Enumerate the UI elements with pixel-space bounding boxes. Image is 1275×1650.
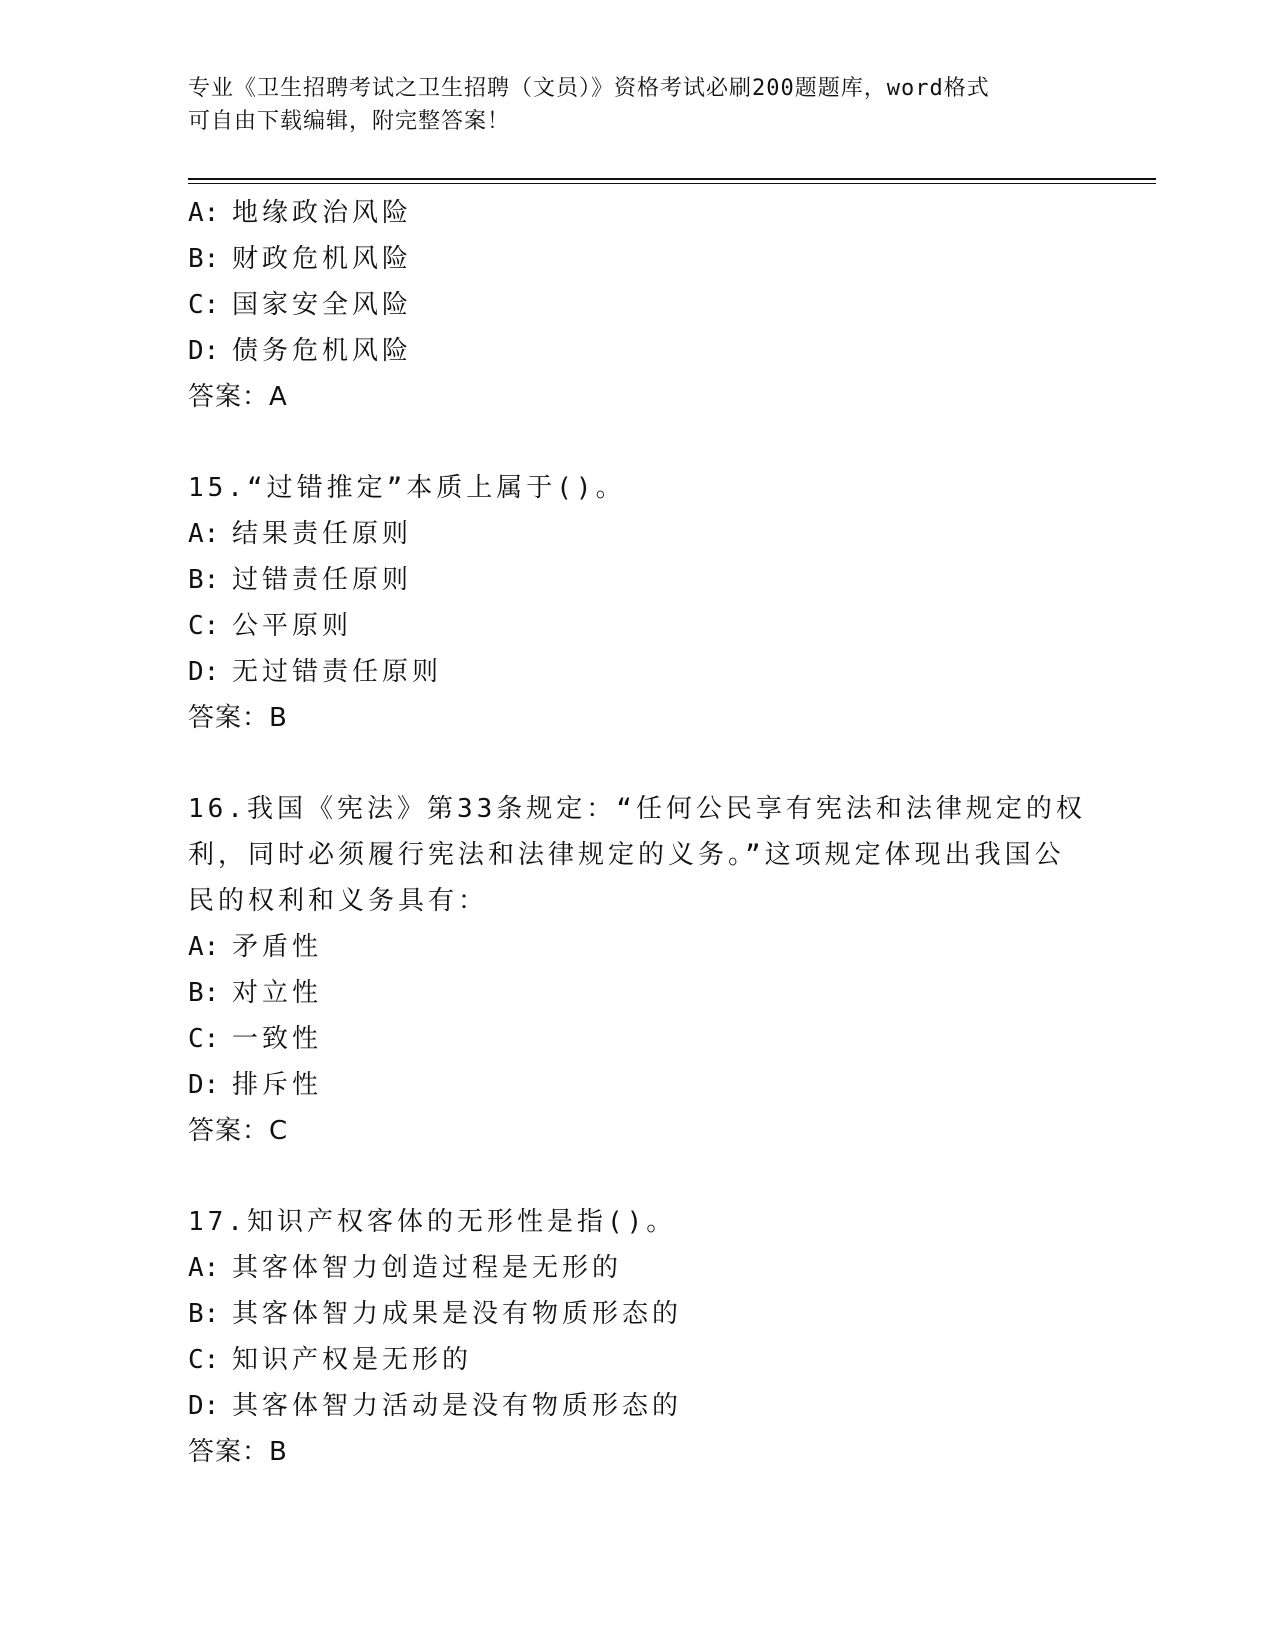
question-block-14 [188,190,1088,420]
header-line-2: 可自由下载编辑，附完整答案！ [188,109,511,134]
question-block-17 [188,1199,1088,1475]
option-label: D: [188,1070,220,1100]
header-divider-thick [188,178,1156,180]
option-label: A: [188,932,220,962]
option-b [188,970,1088,1016]
option-text: 排斥性 [232,1070,323,1100]
option-d [188,1383,1088,1429]
spacer [188,741,1088,786]
question-stem-line-2: 利，同时必须履行宪法和法律规定的义务。”这项规定体现出我国公 [188,840,1065,870]
option-label: D: [188,657,220,687]
option-c [188,282,1088,328]
option-text: 无过错责任原则 [232,657,443,687]
option-label: A: [188,519,220,549]
question-stem: 15.“过错推定”本质上属于()。 [188,473,626,503]
option-c [188,1016,1088,1062]
option-text: 其客体智力成果是没有物质形态的 [232,1299,683,1329]
spacer [188,1154,1088,1199]
document-header [188,72,1088,138]
answer-line: 答案：C [188,1116,289,1146]
option-text: 国家安全风险 [232,290,413,320]
option-text: 矛盾性 [232,932,323,962]
option-c [188,1337,1088,1383]
answer-line: 答案：B [188,1437,288,1467]
question-stem: 17.知识产权客体的无形性是指()。 [188,1207,677,1237]
option-a [188,1245,1088,1291]
option-text: 其客体智力创造过程是无形的 [232,1253,623,1283]
option-c [188,603,1088,649]
option-text: 财政危机风险 [232,244,413,274]
option-label: B: [188,1299,220,1329]
option-label: C: [188,290,220,320]
question-stem-line-1: 16.我国《宪法》第33条规定：“任何公民享有宪法和法律规定的权 [188,794,1086,824]
option-label: C: [188,611,220,641]
option-label: C: [188,1345,220,1375]
option-text: 对立性 [232,978,323,1008]
question-stem-line-3: 民的权利和义务具有： [188,886,489,916]
answer-line: 答案：B [188,703,288,733]
option-text: 公平原则 [232,611,353,641]
spacer [188,420,1088,465]
option-b [188,557,1088,603]
option-label: A: [188,1253,220,1283]
option-a [188,511,1088,557]
question-block-16 [188,786,1088,1154]
option-d [188,1062,1088,1108]
question-list [188,190,1088,1475]
option-label: B: [188,244,220,274]
option-label: A: [188,198,220,228]
option-label: D: [188,1391,220,1421]
option-b [188,236,1088,282]
option-text: 债务危机风险 [232,336,413,366]
option-label: B: [188,978,220,1008]
option-label: D: [188,336,220,366]
header-line-1: 专业《卫生招聘考试之卫生招聘（文员）》资格考试必刷200题题库，word格式 [188,76,990,101]
option-text: 一致性 [232,1024,323,1054]
question-block-15 [188,465,1088,741]
option-a [188,924,1088,970]
option-label: C: [188,1024,220,1054]
header-divider-thin [188,183,1156,184]
option-text: 其客体智力活动是没有物质形态的 [232,1391,683,1421]
option-d [188,328,1088,374]
option-d [188,649,1088,695]
option-text: 地缘政治风险 [232,198,413,228]
option-label: B: [188,565,220,595]
option-a [188,190,1088,236]
option-text: 知识产权是无形的 [232,1345,473,1375]
option-text: 过错责任原则 [232,565,413,595]
answer-line: 答案：A [188,382,288,412]
option-b [188,1291,1088,1337]
option-text: 结果责任原则 [232,519,413,549]
